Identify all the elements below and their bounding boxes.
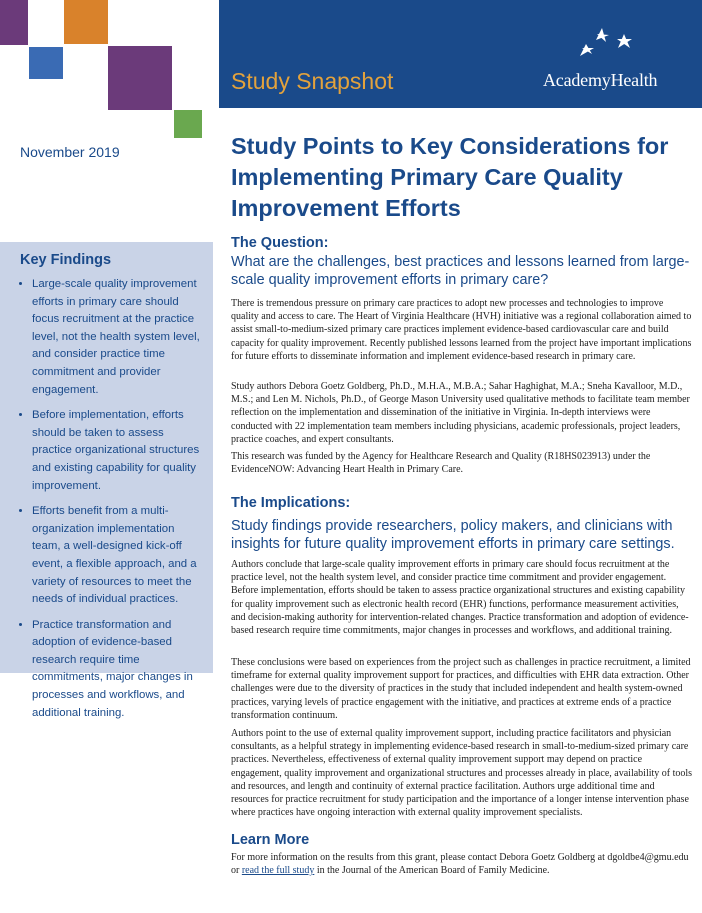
implications-paragraph: Authors conclude that large-scale quality improvement efforts in primary care should focus recruitment at the practice level, not the health system level, and consider practice time commitment and provider engagement. Before implementation, efforts should be taken to assess practice organizational structures and existing capability for quality improvement such as electronic health record (EHR) functions, performance measurement activities, and decision-making authority for intervention-related changes. Practice transformation and adoption of evidence-based research require time commitments, major changes in processes and workflows, and additional training. [231,559,689,637]
implications-heading: The Implications: [231,495,351,511]
question-heading: The Question: [231,235,329,251]
implications-paragraph: Authors point to the use of external quality improvement support, including practice facilitators and physician consultants, as a helpful strategy in implementing evidence-based research in small-to-medium-sized primary care practices. Nevertheless, effectiveness of external quality improvement support may depend on practice engagement, quality improvement and organizational structures and processes already in place, availability of tools and resources, and length and continuity of external practice facilitation. Authors urge additional time and resources for practice recruitment for study participation and the importance of a longer intense intervention phase where practices have ongoing interaction with external quality improvement specialists. [231,728,693,819]
key-finding-item: • Large-scale quality improvement efforts in primary care should focus recruitment at the practice level, not the health system level, and consider practice time commitment and provider engagement. [32,276,201,399]
series-label: Study Snapshot [231,68,394,94]
learn-more-text: For more information on the results from this grant, please contact Debora Goetz Goldberg at dgoldbe4@gmu.edu or [231,852,689,877]
key-finding-item: • Efforts benefit from a multi-organization implementation team, a well-designed kick-off event, a flexible approach, and a variety of resources to meet the needs of individual practices. [32,503,201,609]
question-paragraph: Study authors Debora Goetz Goldberg, Ph.D., M.H.A., M.B.A.; Sahar Haghighat, M.A.; Sneha Kavalloor, M.D., M.S.; and Len M. Nichols, Ph.D., of George Mason University used qualitative methods to facilitate team member reflection on the implementation and dissemination of the initiative in Virginia. In-depth interviews were conducted with 22 implementation team members including physicians, academic professionals, project leaders, practice coaches, and expert consultants. [231,381,690,445]
full-study-link[interactable]: read the full study [241,865,315,877]
decor-square-orange [64,0,108,44]
decor-square-purple-2 [108,46,172,110]
decor-square-green [174,110,202,138]
key-finding-item: • Before implementation, efforts should be taken to assess practice organizational structures and existing capability for quality improvement. [32,407,201,495]
academyhealth-logo-icon [572,26,642,66]
implications-lead: Study findings provide researchers, policy makers, and clinicians with insights for future quality improvement efforts in primary care settings. [231,518,675,552]
decor-square-purple-1 [0,0,28,45]
question-paragraph: There is tremendous pressure on primary care practices to adopt new processes and technologies to improve quality and access to care. The Heart of Virginia Healthcare (HVH) initiative was a regional collaboration aimed to assist small-to-medium-sized primary care practices implement evidence-based cardiovascular care and build capacity for quality improvement. Recently published lessons learned from the project have important implications for future efforts to disseminate information and implement evidence-based research in primary care. [231,298,692,362]
learn-more-paragraph [231,851,693,877]
key-findings-list [20,276,201,722]
key-findings-sidebar [0,242,213,719]
key-finding-item: • Practice transformation and adoption of evidence-based research require time commitments, major changes in processes and workflows, and additional training. [32,617,201,723]
question-paragraph: This research was funded by the Agency for Healthcare Research and Quality (R18HS023913) under the EvidenceNOW: Advancing Heart Health in Primary Care. [231,451,651,476]
decor-square-blue [29,47,63,79]
implications-paragraph: These conclusions were based on experiences from the project such as challenges in practice recruitment, a limited timeframe for external quality improvement support for practices, and difficulties with EHR data extraction. Other challenges were due to the diversity of practices in the study that included independent and health system-owned practices, varying levels of practice engagement with the initiative, and practices at extreme ends of a practice transformation continuum. [231,657,691,721]
academyhealth-logo-text: AcademyHealth [543,70,658,90]
learn-more-text-end: in the Journal of the American Board of Family Medicine. [314,865,550,877]
publication-date: November 2019 [20,144,120,160]
key-findings-heading: Key Findings [20,252,112,268]
learn-more-heading: Learn More [231,832,310,848]
page-title: Study Points to Key Considerations for Implementing Primary Care Quality Improvement Efforts [231,133,669,221]
question-lead: What are the challenges, best practices and lessons learned from large-scale quality improvement efforts in primary care? [231,254,690,288]
